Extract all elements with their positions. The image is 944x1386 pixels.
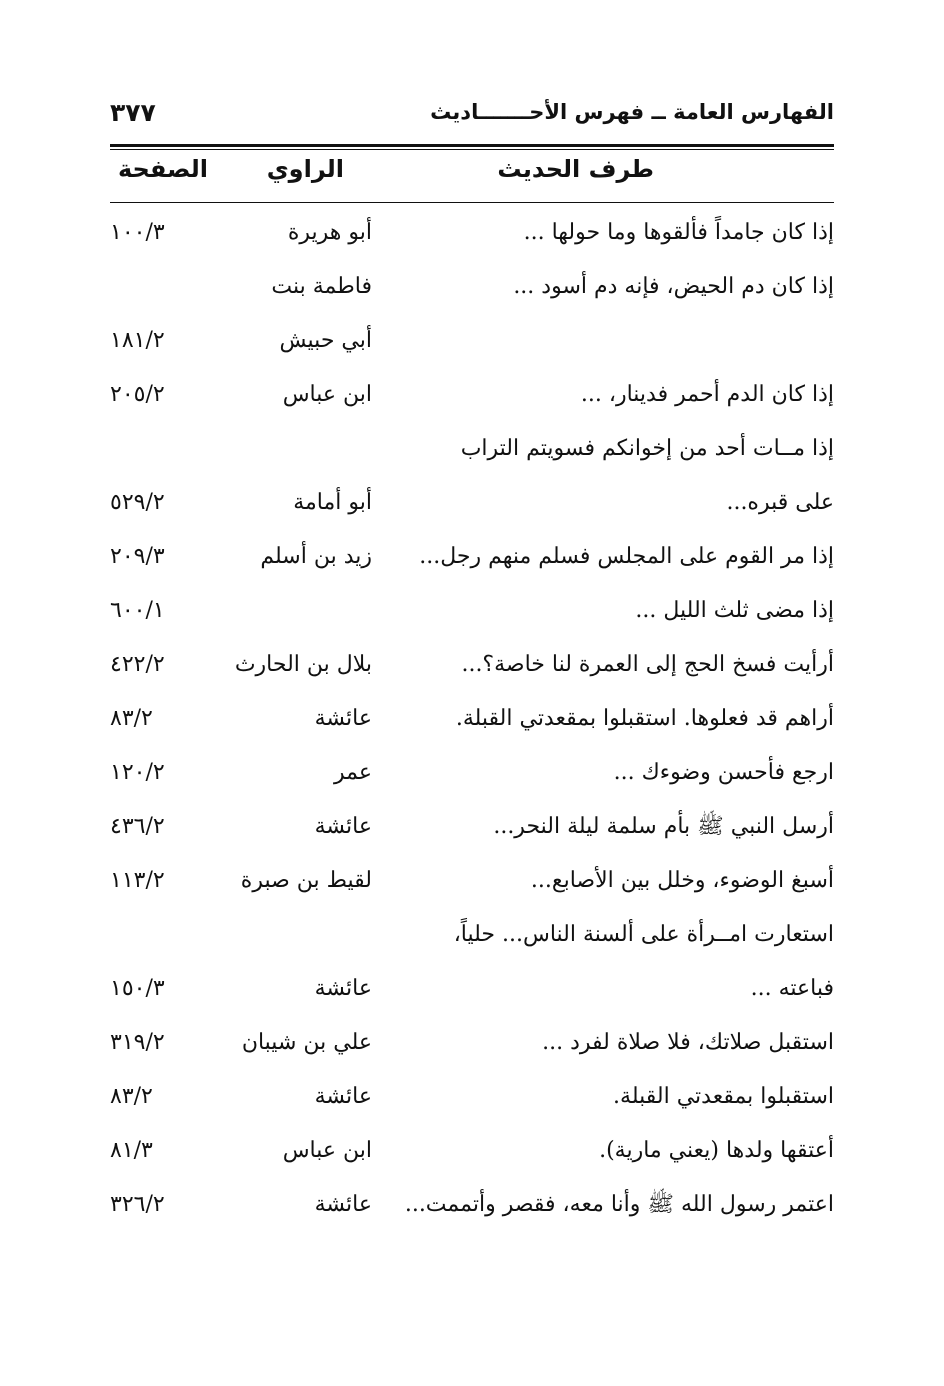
table-row: [110, 1070, 834, 1124]
table-row: [110, 476, 834, 530]
narrator-cell: عائشة: [314, 1192, 372, 1217]
table-row: [110, 854, 834, 908]
table-row: [110, 530, 834, 584]
table-row: [110, 638, 834, 692]
hadith-cell: استقبلوا بمقعدتي القبلة.: [613, 1084, 834, 1109]
hadith-cell: اعتمر رسول الله ﷺ وأنا معه، فقصر وأتممت...: [404, 1192, 834, 1217]
table-row: [110, 908, 834, 962]
page-cell: ١٥٠/٣: [110, 976, 165, 1001]
hadith-cell: إذا كان دم الحيض، فإنه دم أسود ...: [513, 274, 834, 299]
table-row: [110, 206, 834, 260]
page-cell: ١٠٠/٣: [110, 220, 165, 245]
page-cell: ٥٢٩/٢: [110, 490, 165, 515]
hadith-cell: ارجع فأحسن وضوءك ...: [613, 760, 834, 785]
narrator-cell: عائشة: [314, 814, 372, 839]
page-cell: ٣١٩/٢: [110, 1030, 165, 1055]
page-cell: ٦٠٠/١: [110, 598, 165, 623]
page-cell: ١٢٠/٢: [110, 760, 165, 785]
page-cell: ١١٣/٢: [110, 868, 165, 893]
hadith-cell: أرسل النبي ﷺ بأم سلمة ليلة النحر...: [493, 814, 834, 839]
hadith-cell: أرأيت فسخ الحج إلى العمرة لنا خاصة؟...: [461, 652, 834, 677]
hadith-cell: استعارت امــرأة على ألسنة الناس... حلياً،: [453, 922, 834, 947]
table-row: [110, 422, 834, 476]
narrator-cell: عائشة: [314, 1084, 372, 1109]
narrator-cell: أبو أمامة: [293, 490, 372, 515]
narrator-cell: علي بن شيبان: [241, 1030, 372, 1055]
table-row: [110, 692, 834, 746]
table-row: [110, 1124, 834, 1178]
hadith-cell: فباعته ...: [750, 976, 834, 1001]
table-row: [110, 1178, 834, 1232]
running-title: الفهارس العامة ــ فهرس الأحـــــــاديث: [430, 100, 834, 124]
narrator-cell: عمر: [334, 760, 372, 785]
table-row: [110, 260, 834, 314]
narrator-cell: أبو هريرة: [287, 220, 372, 245]
table-row: [110, 746, 834, 800]
table-row: [110, 1016, 834, 1070]
narrator-cell: عائشة: [314, 976, 372, 1001]
narrator-cell: أبي حبيش: [279, 328, 372, 353]
table-row: [110, 800, 834, 854]
hadith-cell: استقبل صلاتك، فلا صلاة لفرد ...: [542, 1030, 834, 1055]
narrator-cell: ابن عباس: [282, 1138, 372, 1163]
narrator-cell: ابن عباس: [282, 382, 372, 407]
page-cell: ٤٢٢/٢: [110, 652, 165, 677]
index-table: [110, 206, 834, 1232]
hadith-cell: على قبره...: [726, 490, 834, 515]
hadith-cell: إذا مــات أحد من إخوانكم فسويتم التراب: [460, 436, 834, 461]
narrator-cell: زيد بن أسلم: [260, 544, 372, 569]
table-row: [110, 584, 834, 638]
table-row: [110, 368, 834, 422]
page-cell: ١٨١/٢: [110, 328, 165, 353]
table-row: [110, 314, 834, 368]
hadith-cell: أسبغ الوضوء، وخلل بين الأصابع...: [530, 868, 834, 893]
page-cell: ٨٣/٢: [110, 706, 153, 731]
hadith-cell: أعتقها ولدها (يعني مارية).: [599, 1138, 834, 1163]
page-cell: ٨٣/٢: [110, 1084, 153, 1109]
column-header-narrator: الراوي: [266, 155, 344, 183]
hadith-cell: إذا كان الدم أحمر فدينار، ...: [580, 382, 834, 407]
narrator-cell: عائشة: [314, 706, 372, 731]
hadith-cell: إذا مضى ثلث الليل ...: [635, 598, 834, 623]
hadith-cell: إذا كان جامداً فألقوها وما حولها ...: [523, 220, 834, 245]
page-cell: ٣٢٦/٢: [110, 1192, 165, 1217]
narrator-cell: لقيط بن صبرة: [240, 868, 372, 893]
page-cell: ٨١/٣: [110, 1138, 153, 1163]
page-cell: ٢٠٩/٣: [110, 544, 165, 569]
page-cell: ٢٠٥/٢: [110, 382, 165, 407]
hadith-cell: أراهم قد فعلوها. استقبلوا بمقعدتي القبلة.: [455, 706, 834, 731]
running-header: [110, 100, 834, 136]
hadith-cell: إذا مر القوم على المجلس فسلم منهم رجل...: [419, 544, 834, 569]
page-cell: ٤٣٦/٢: [110, 814, 165, 839]
narrator-cell: بلال بن الحارث: [234, 652, 372, 677]
column-header-page: الصفحة: [118, 155, 209, 183]
column-header-rule: [110, 202, 834, 203]
page-number: ٣٧٧: [110, 98, 156, 127]
narrator-cell: فاطمة بنت: [271, 274, 372, 299]
table-row: [110, 962, 834, 1016]
header-rule-thin: [110, 149, 834, 150]
column-header-hadith: طرف الحديث: [497, 155, 654, 183]
header-rule-thick: [110, 144, 834, 147]
